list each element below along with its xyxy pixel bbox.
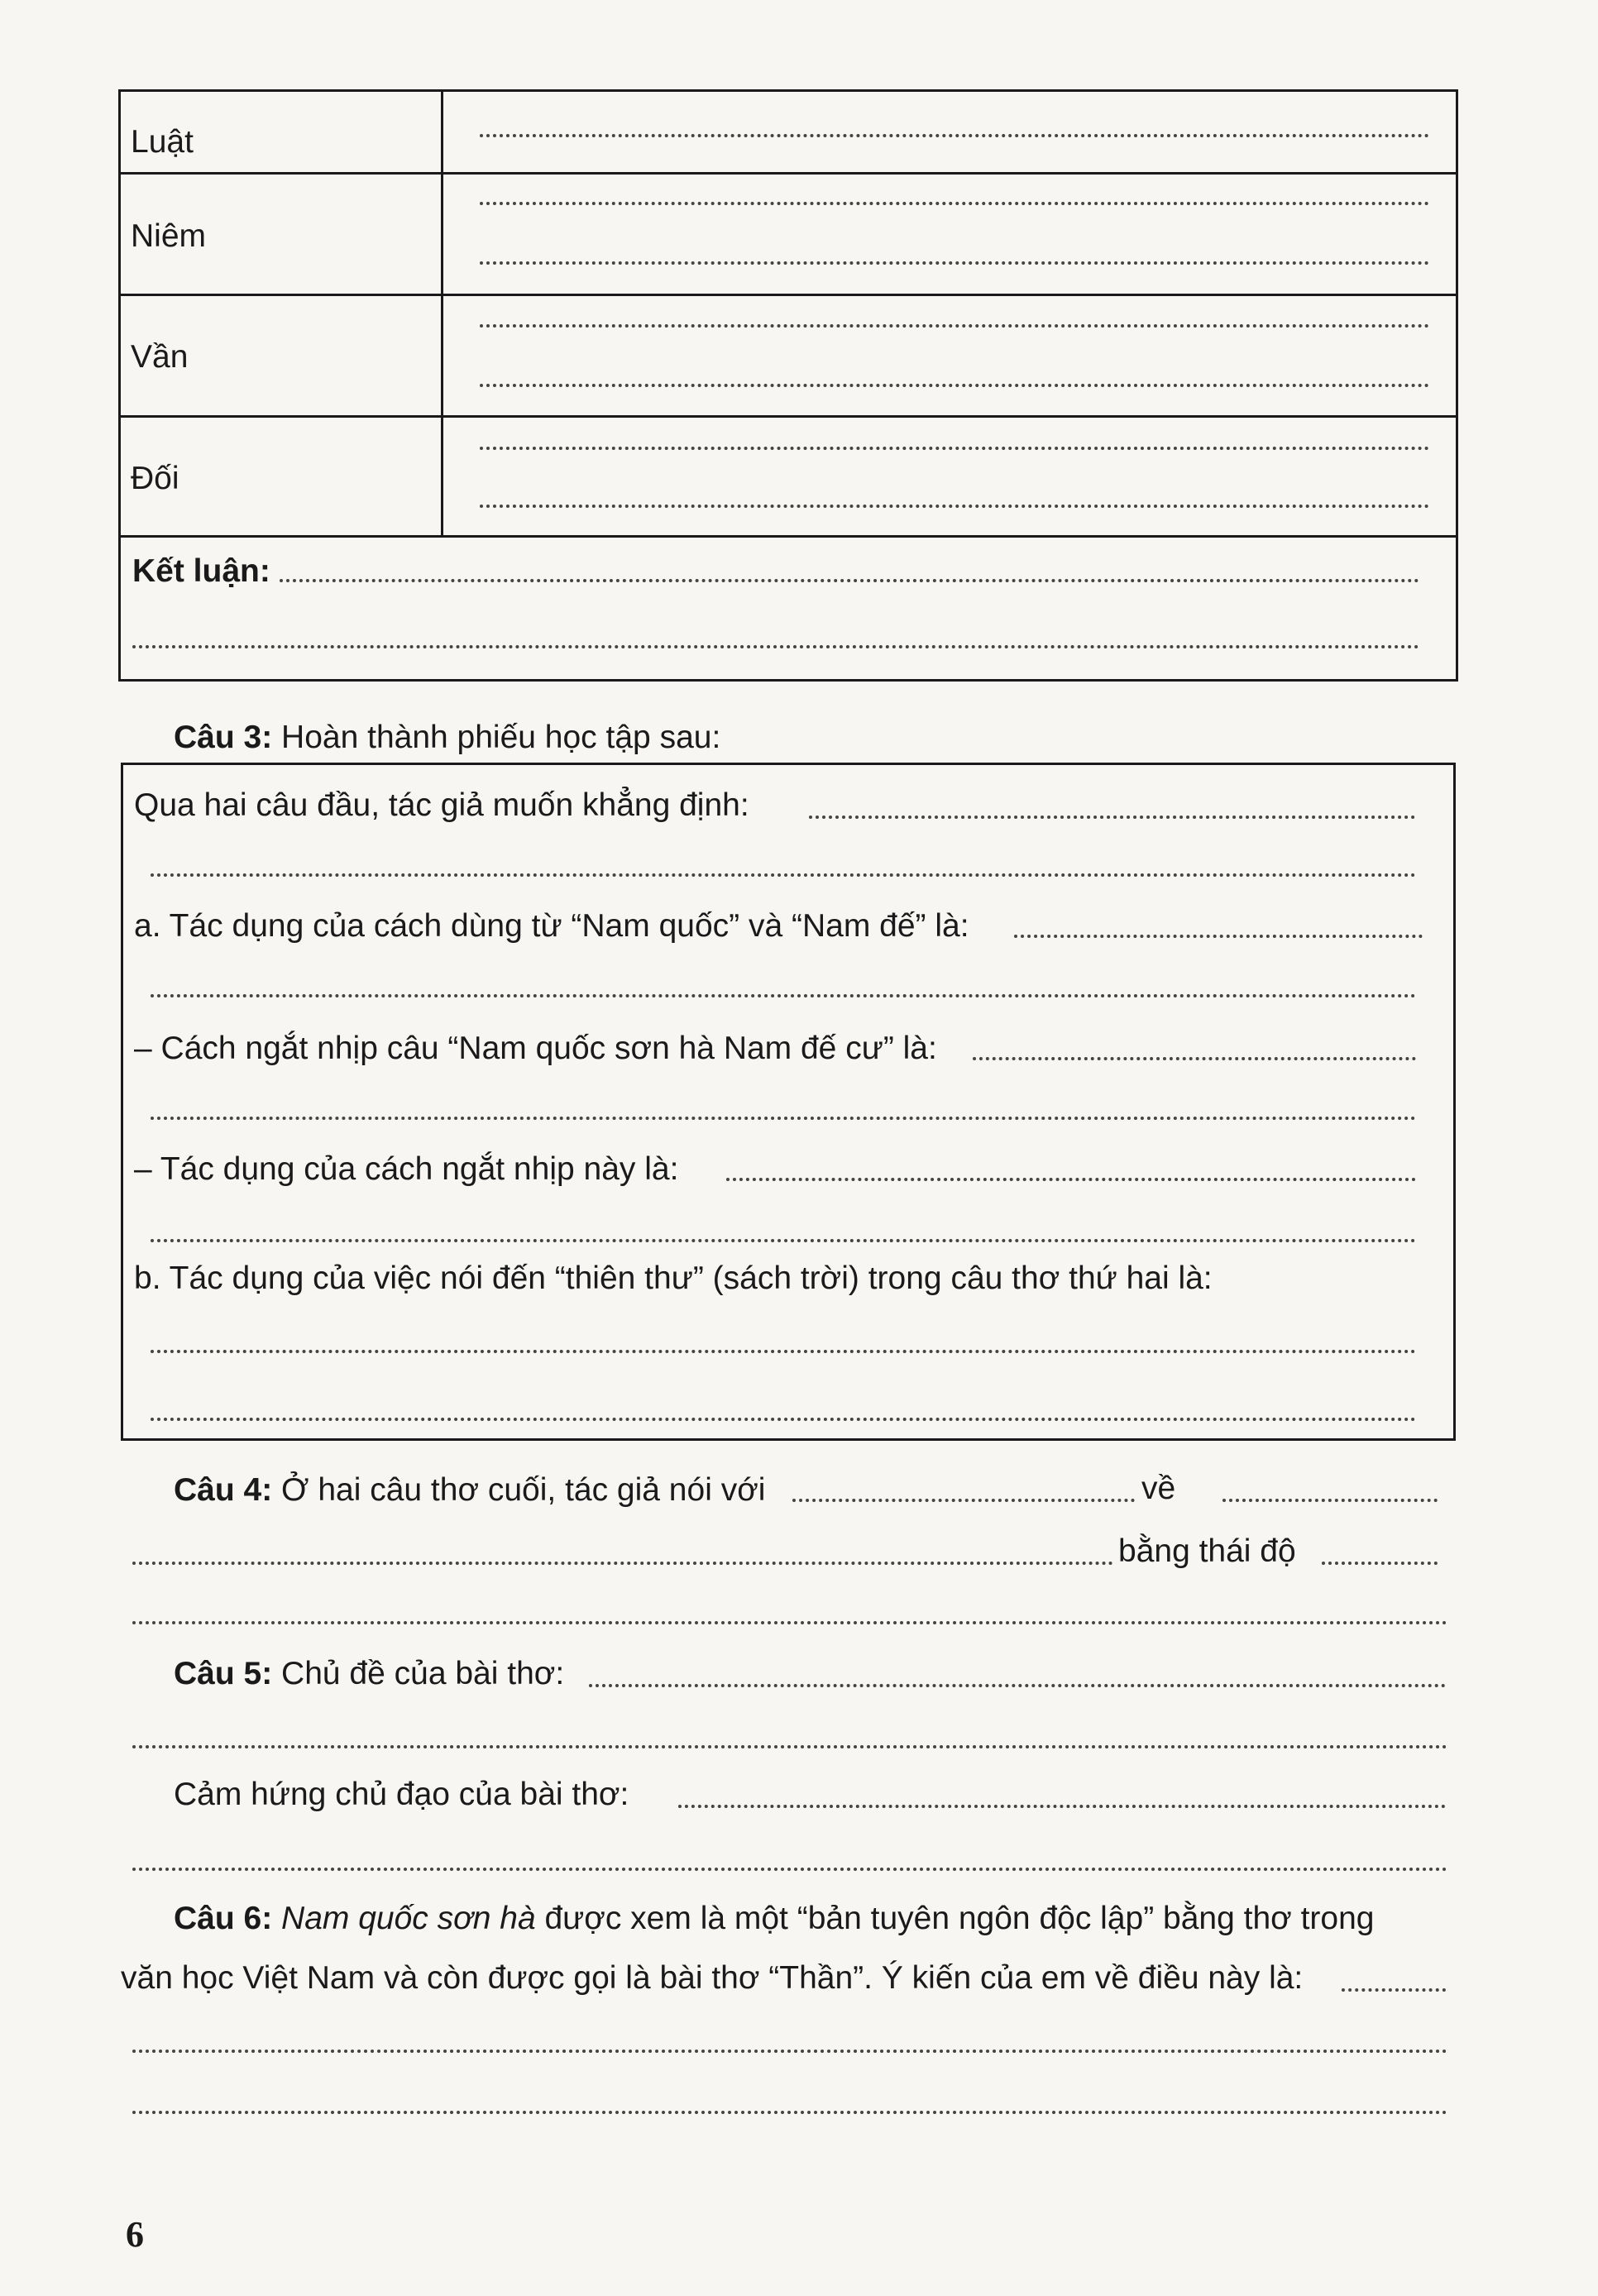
- row-label-niem: Niêm: [131, 218, 207, 254]
- q3-answer-effect-2[interactable]: [151, 1239, 1416, 1242]
- q3-line-b: b. Tác dụng của việc nói đến “thiên thư” (sách trời) trong câu thơ thứ hai là:: [134, 1260, 1213, 1296]
- q6-heading: Câu 6:: [174, 1901, 273, 1936]
- q6-answer-2[interactable]: [132, 2050, 1447, 2053]
- q3-worksheet-box: [121, 763, 1456, 1441]
- q5-answer-inspiration-2[interactable]: [132, 1868, 1447, 1871]
- q5-heading: Câu 5:: [174, 1656, 273, 1691]
- q6-line-1: [174, 1899, 1374, 1939]
- answer-line-doi-1[interactable]: [480, 447, 1429, 450]
- q3-line-effect: – Tác dụng của cách ngắt nhịp này là:: [134, 1151, 679, 1187]
- q4-answer-about[interactable]: [1222, 1499, 1438, 1502]
- q3-answer-b2[interactable]: [151, 1418, 1416, 1421]
- q3-line-a: a. Tác dụng của cách dùng từ “Nam quốc” và “Nam đế” là:: [134, 908, 969, 944]
- q4-answer-attitude[interactable]: [1322, 1562, 1438, 1565]
- q6-line-2: văn học Việt Nam và còn được gọi là bài thơ “Thần”. Ý kiến của em về điều này là:: [121, 1960, 1304, 1996]
- q4-answer-line-3[interactable]: [132, 1621, 1447, 1624]
- q3-line-1: Qua hai câu đầu, tác giả muốn khẳng định:: [134, 787, 749, 823]
- q4-text-a: Ở hai câu thơ cuối, tác giả nói với: [281, 1472, 766, 1508]
- q4-heading: Câu 4:: [174, 1472, 273, 1508]
- q3-heading: Câu 3:: [174, 720, 273, 755]
- q5-line-1: [174, 1654, 564, 1694]
- row-label-doi: Đối: [131, 461, 179, 496]
- q5-answer-theme-1[interactable]: [589, 1684, 1446, 1687]
- q3-answer-1b[interactable]: [151, 873, 1416, 877]
- answer-line-luat[interactable]: [480, 134, 1429, 137]
- answer-line-niem-2[interactable]: [480, 261, 1429, 265]
- q3-answer-a2[interactable]: [151, 994, 1416, 997]
- q5-answer-theme-2[interactable]: [132, 1745, 1447, 1748]
- table-row-divider: [118, 294, 1458, 296]
- table-row-divider: [118, 172, 1458, 175]
- q3-line-rhythm: – Cách ngắt nhịp câu “Nam quốc sơn hà Nam đế cư” là:: [134, 1031, 937, 1066]
- q3-heading-text: Hoàn thành phiếu học tập sau:: [281, 720, 721, 755]
- q5-theme: Chủ đề của bài thơ:: [281, 1656, 565, 1691]
- q6-answer-1[interactable]: [1342, 1988, 1446, 1992]
- answer-line-conclusion-2[interactable]: [132, 645, 1419, 648]
- q4-text-c: bằng thái độ: [1118, 1533, 1296, 1569]
- q6-text-a: được xem là một “bản tuyên ngôn độc lập” bằng thơ trong: [544, 1901, 1375, 1936]
- row-label-luat: Luật: [131, 124, 194, 160]
- q3-answer-effect-1[interactable]: [726, 1178, 1416, 1181]
- q3-answer-1a[interactable]: [809, 816, 1415, 819]
- answer-line-conclusion-1[interactable]: [280, 579, 1419, 582]
- q6-answer-3[interactable]: [132, 2111, 1447, 2114]
- table-row-divider: [118, 415, 1458, 418]
- q6-poem-title: Nam quốc sơn hà: [281, 1901, 536, 1936]
- q5-answer-inspiration-1[interactable]: [678, 1805, 1446, 1808]
- row-label-van: Vần: [131, 339, 189, 375]
- answer-line-niem-1[interactable]: [480, 202, 1429, 205]
- q3-heading-line: [174, 718, 720, 758]
- answer-line-van-2[interactable]: [480, 384, 1429, 387]
- conclusion-label: Kết luận:: [132, 553, 270, 589]
- answer-line-doi-2[interactable]: [480, 505, 1429, 508]
- table-row-divider: [118, 535, 1458, 538]
- answer-line-van-1[interactable]: [480, 324, 1429, 328]
- q3-answer-rhythm-2[interactable]: [151, 1117, 1416, 1120]
- q4-text-b: về: [1141, 1471, 1176, 1506]
- q4-line-1: [174, 1471, 765, 1510]
- q3-answer-a1[interactable]: [1014, 935, 1423, 938]
- q4-answer-whom[interactable]: [792, 1499, 1135, 1502]
- q5-inspiration: Cảm hứng chủ đạo của bài thơ:: [174, 1777, 629, 1812]
- q4-answer-line-2[interactable]: [132, 1562, 1113, 1565]
- table-column-divider: [441, 89, 443, 536]
- q3-answer-rhythm-1[interactable]: [973, 1057, 1416, 1060]
- q3-answer-b1[interactable]: [151, 1350, 1416, 1353]
- page-number: 6: [126, 2214, 144, 2255]
